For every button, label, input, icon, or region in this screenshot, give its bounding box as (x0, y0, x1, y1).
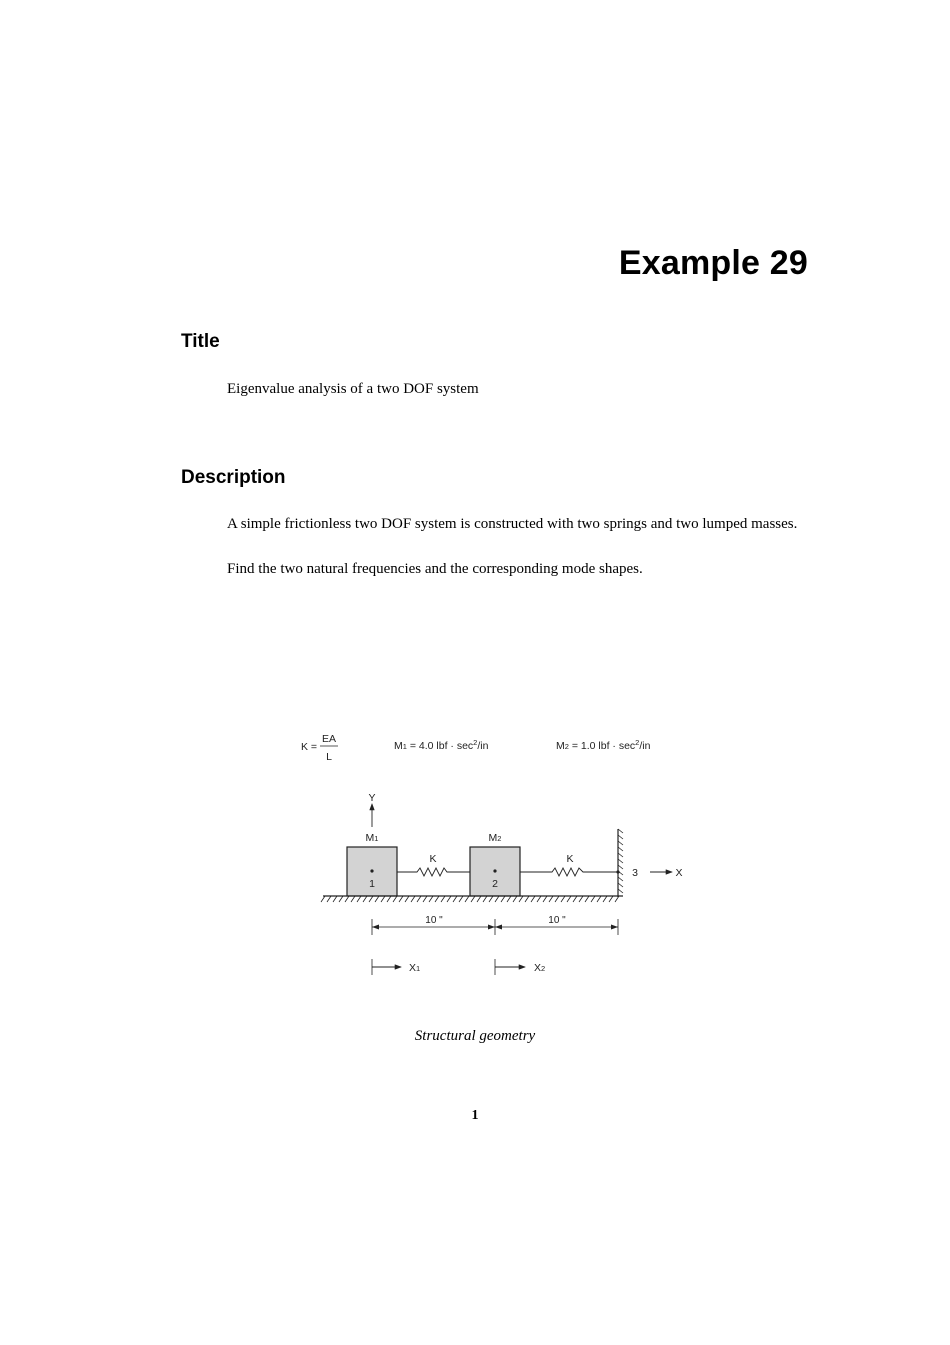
description-section-heading: Description (181, 467, 286, 488)
node3-label: 3 (632, 867, 638, 879)
stiffness-numerator: EA (321, 733, 337, 745)
dimension-2-label: 10 " (548, 915, 566, 926)
dof2-arrow (495, 959, 525, 975)
x-axis-label: X (675, 867, 683, 879)
figure-caption: Structural geometry (414, 1028, 536, 1044)
stiffness-denominator: L (326, 751, 332, 763)
structural-geometry-figure (295, 725, 695, 990)
fixed-wall (618, 829, 623, 897)
node2-point (493, 869, 496, 872)
dimension-1-label: 10 " (425, 915, 443, 926)
spring2-label: K (566, 853, 574, 865)
title-section-heading: Title (181, 331, 220, 352)
m1-equation: M1 = 4.0 lbf · $\sec^2/in$ (394, 738, 489, 752)
stiffness-formula (301, 733, 338, 763)
spring1-label: K (429, 853, 437, 865)
mass2-label: M2 (488, 832, 502, 844)
stiffness-lhs: K = (301, 741, 318, 753)
ground-line (321, 896, 623, 902)
spring1 (397, 868, 470, 876)
dof1-arrow (372, 959, 401, 975)
y-axis-label: Y (368, 792, 376, 804)
dof1-label: X1 (409, 962, 421, 974)
page-number: 1 (471, 1108, 479, 1123)
spring2 (520, 868, 618, 876)
two-dof-spring-mass-diagram (295, 725, 695, 990)
dof2-label: X2 (534, 962, 546, 974)
node1-label: 1 (369, 878, 375, 890)
mass1-label: M1 (365, 832, 379, 844)
description-line-2: Find the two natural frequencies and the corresponding mode shapes. (227, 561, 643, 577)
node2-label: 2 (492, 878, 498, 890)
m2-equation: M2 = 1.0 lbf · $\sec^2/in$ (556, 738, 651, 752)
title-section-text: Eigenvalue analysis of a two DOF system (227, 381, 479, 397)
node1-point (370, 869, 373, 872)
chapter-title: Example 29 (618, 244, 808, 282)
description-line-1: A simple frictionless two DOF system is constructed with two springs and two lumped masses. (227, 516, 798, 532)
node3-point (616, 870, 619, 873)
